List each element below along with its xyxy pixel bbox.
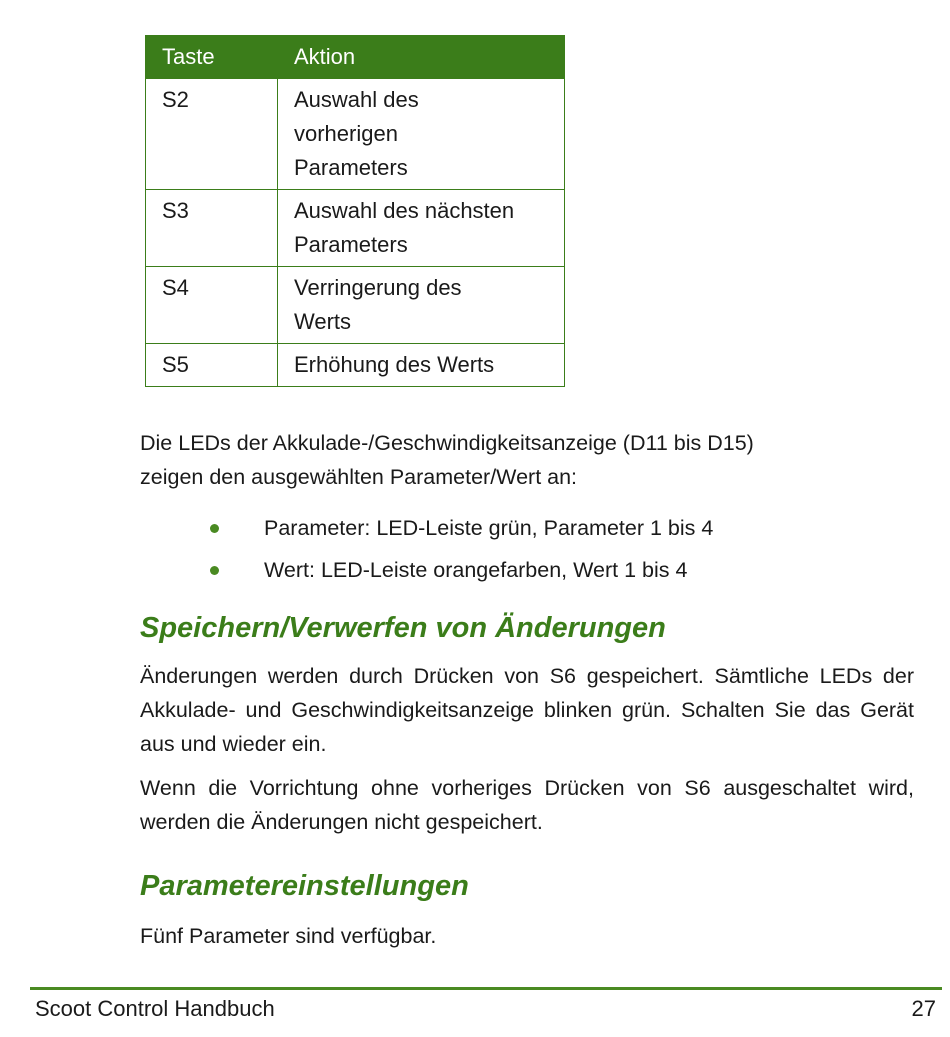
action-line: Auswahl des nächsten <box>294 198 515 223</box>
table-row <box>146 344 565 387</box>
column-header-taste: Taste <box>146 36 278 79</box>
page-number: 27 <box>911 996 936 1021</box>
parameters-paragraph: Fünf Parameter sind verfügbar. <box>140 924 437 948</box>
list-item <box>200 550 713 590</box>
table-row <box>146 190 565 267</box>
key-action-table <box>145 35 565 387</box>
bullet-text: Parameter: LED-Leiste grün, Parameter 1 bis 4 <box>264 516 714 540</box>
bullet-dot-icon <box>210 524 219 533</box>
action-line: Parameters <box>294 155 408 180</box>
action-line: Werts <box>294 309 352 334</box>
list-item <box>200 508 713 548</box>
column-header-aktion: Aktion <box>278 36 565 79</box>
key-cell: S3 <box>146 190 278 267</box>
action-cell <box>278 190 565 267</box>
intro-paragraph <box>140 426 754 494</box>
section-heading-speichern: Speichern/Verwerfen von Änderungen <box>140 612 666 644</box>
bullet-dot-icon <box>210 566 219 575</box>
intro-line: Die LEDs der Akkulade-/Geschwindigkeitsanzeige (D11 bis D15) <box>140 431 754 455</box>
led-bullet-list <box>200 508 713 592</box>
footer-title: Scoot Control Handbuch <box>35 996 275 1021</box>
action-line: Verringerung des <box>294 275 462 300</box>
key-cell: S5 <box>146 344 278 387</box>
bullet-text: Wert: LED-Leiste orangefarben, Wert 1 bis 4 <box>264 558 688 582</box>
action-cell <box>278 79 565 190</box>
action-line: vorherigen <box>294 121 398 146</box>
discard-paragraph: Wenn die Vorrichtung ohne vorheriges Drücken von S6 ausgeschaltet wird, werden die Änderungen nicht gespeichert. <box>140 776 914 834</box>
intro-line: zeigen den ausgewählten Parameter/Wert an: <box>140 465 578 489</box>
action-line: Parameters <box>294 232 408 257</box>
footer-divider <box>30 987 942 990</box>
table-header-row <box>146 36 565 79</box>
action-line: Auswahl des <box>294 87 419 112</box>
key-cell: S2 <box>146 79 278 190</box>
key-cell: S4 <box>146 267 278 344</box>
action-line: Erhöhung des Werts <box>294 352 495 377</box>
section-heading-parametereinstellungen: Parametereinstellungen <box>140 870 469 902</box>
action-cell <box>278 267 565 344</box>
table-row <box>146 79 565 190</box>
table-row <box>146 267 565 344</box>
save-paragraph: Änderungen werden durch Drücken von S6 gespeichert. Sämtliche LEDs der Akkulade- und Geschwindigkeitsanzeige blinken grün. Schalten Sie das Gerät aus und wieder ein. <box>140 664 914 756</box>
action-cell <box>278 344 565 387</box>
